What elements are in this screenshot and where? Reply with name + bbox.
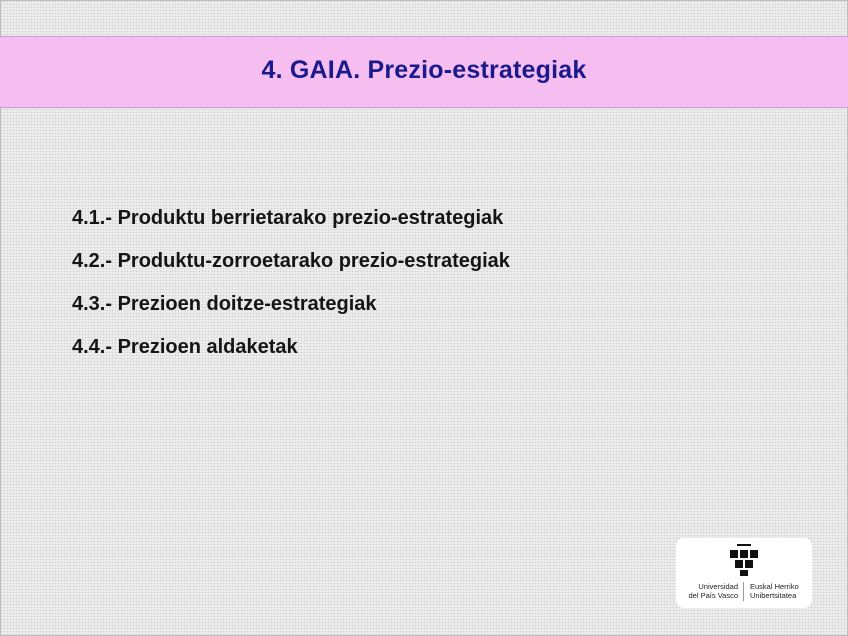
topic-item-4-1: 4.1.- Produktu berrietarako prezio-estrategiak [72, 207, 504, 229]
logo-right-line-1: Euskal Herriko [750, 582, 799, 591]
topic-item-4-4: 4.4.- Prezioen aldaketak [72, 336, 298, 358]
logo-divider [743, 582, 744, 601]
title-banner [0, 36, 848, 108]
topic-item-4-3: 4.3.- Prezioen doitze-estrategiak [72, 293, 377, 315]
topic-list [72, 204, 510, 376]
university-emblem-icon [724, 542, 764, 578]
topic-item-4-2: 4.2.- Produktu-zorroetarako prezio-estrategiak [72, 250, 510, 272]
university-logo [676, 538, 812, 608]
logo-left-line-1: Universidad [698, 582, 738, 591]
logo-spanish-name [684, 582, 738, 600]
logo-left-line-2: del País Vasco [688, 591, 738, 600]
slide-title: 4. GAIA. Prezio-estrategiak [261, 55, 587, 84]
logo-basque-name [750, 582, 808, 600]
logo-right-line-2: Unibertsitatea [750, 591, 797, 600]
